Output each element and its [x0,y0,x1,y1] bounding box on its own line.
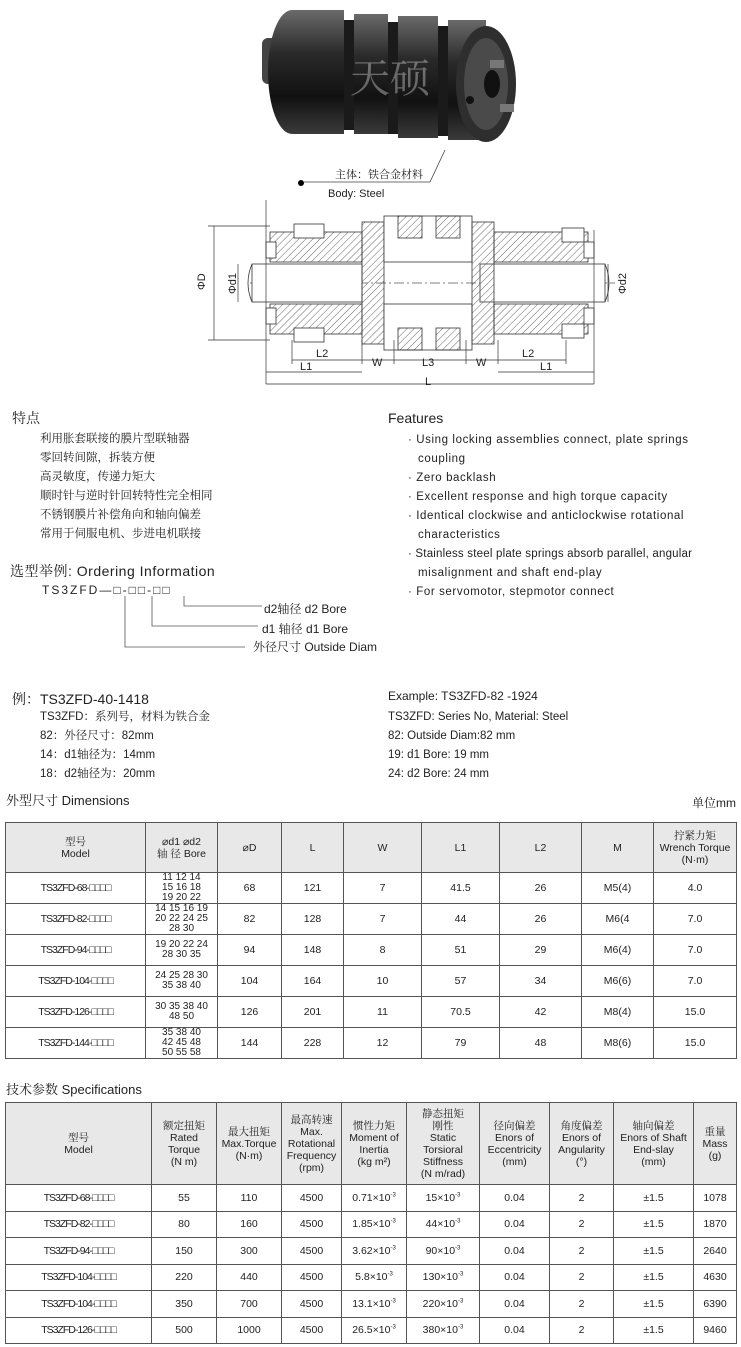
features-cn-title: 特点 [12,410,40,426]
cell-ecc: 0.04 [480,1317,550,1344]
cell-mass: 1870 [694,1211,737,1238]
cell-bores: 30 35 38 40 48 50 [146,997,218,1028]
col-rated-torque: 额定扭矩 Rated Torque (N m) [152,1103,217,1185]
cell-axial: ±1.5 [614,1264,694,1291]
col-L2: L2 [500,823,582,873]
cell-max: 1000 [217,1317,282,1344]
cell-model: TS3ZFD-94-□□□□ [6,935,146,966]
col-stiffness: 静态扭矩 刚性 Static Torsioral Stiffness (N m/rad) [407,1103,480,1185]
cell-rated: 220 [152,1264,217,1291]
spec-row [6,1238,737,1265]
cell-mass: 6390 [694,1291,737,1318]
col-axial: 轴向偏差 Enors of Shaft End-slay (mm) [614,1103,694,1185]
ordering-od: 外径尺寸 Outside Diam [253,640,378,654]
cell-stiff: $90\times 10^{-3}$ [407,1238,480,1265]
spec-row [6,1291,737,1318]
cell-W: 11 [344,997,422,1028]
cell-ang: 2 [550,1185,614,1212]
cell-W: 12 [344,1028,422,1059]
cell-W: 10 [344,966,422,997]
example-en-line: 19: d1 Bore: 19 mm [388,749,489,761]
cell-rated: 500 [152,1317,217,1344]
cell-bores: 14 15 16 19 20 22 24 25 28 30 [146,904,218,935]
cell-M: M8(6) [582,1028,654,1059]
cell-stiff: $44\times 10^{-3}$ [407,1211,480,1238]
cell-M: M8(4) [582,997,654,1028]
cell-max: 110 [217,1185,282,1212]
cell-D: 126 [218,997,282,1028]
cell-max: 700 [217,1291,282,1318]
feature-en-line: coupling [418,453,466,465]
cell-rated: 55 [152,1185,217,1212]
feature-cn-item: 顺时针与逆时针回转特性完全相同 [40,490,213,502]
cell-rated: 150 [152,1238,217,1265]
example-cn-line: 14：d1轴径为：14mm [40,749,156,761]
cell-ang: 2 [550,1317,614,1344]
specifications-title: 技术参数 Specifications [6,1082,142,1097]
feature-en-line: · Using locking assemblies connect, plate springs [408,434,689,446]
watermark: 天硕 [350,56,430,102]
feature-en-line: · Excellent response and high torque capacity [408,491,668,503]
cell-M: M6(6) [582,966,654,997]
cell-axial: ±1.5 [614,1291,694,1318]
cell-bores: 35 38 40 42 45 48 50 55 58 [146,1028,218,1059]
cell-mass: 2640 [694,1238,737,1265]
feature-en-line: · Stainless steel plate springs absorb parallel, angular [408,548,693,560]
features-cn-list [40,430,213,544]
cell-L1: 57 [422,966,500,997]
ordering-title: 选型举例: Ordering Information [10,563,216,579]
cell-rated: 350 [152,1291,217,1318]
col-L1: L1 [422,823,500,873]
dim-W-right: W [476,357,487,369]
example-cn-line: 18：d2轴径为：20mm [40,768,156,780]
dim-L: L [425,376,432,388]
col-max-torque: 最大扭矩 Max.Torque (N·m) [217,1103,282,1185]
col-eccentricity: 径向偏差 Enors of Eccentricity (mm) [480,1103,550,1185]
dim-d2: Φd2 [617,272,629,294]
cell-D: 104 [218,966,282,997]
ordering-d1: d1 轴径 d1 Bore [262,622,349,636]
cell-rpm: 4500 [282,1185,342,1212]
cell-rpm: 4500 [282,1211,342,1238]
cell-L: 164 [282,966,344,997]
cell-axial: ±1.5 [614,1211,694,1238]
unit-label: 单位mm [692,796,736,810]
features-en-list [408,431,692,602]
feature-cn-item: 利用胀套联接的膜片型联轴器 [40,433,190,445]
cell-model: TS3ZFD-126-□□□□ [6,997,146,1028]
dim-d1: Φd1 [227,272,239,294]
cell-ang: 2 [550,1238,614,1265]
cell-M: M6(4 [582,904,654,935]
cell-bores: 24 25 28 30 35 38 40 [146,966,218,997]
dim-L2-right: L2 [522,348,535,360]
cell-rpm: 4500 [282,1291,342,1318]
cell-max: 160 [217,1211,282,1238]
cell-torque: 4.0 [654,873,737,904]
cell-mass: 9460 [694,1317,737,1344]
cell-stiff: $380\times 10^{-3}$ [407,1317,480,1344]
feature-cn-item: 高灵敏度，传递力矩大 [40,471,155,483]
cell-torque: 15.0 [654,1028,737,1059]
feature-en-line: · Zero backlash [408,472,497,484]
cell-inertia: $3.62\times 10^{-3}$ [342,1238,407,1265]
spec-row [6,1264,737,1291]
example-en-line: TS3ZFD: Series No, Material: Steel [388,711,569,723]
cell-torque: 7.0 [654,935,737,966]
cell-L: 148 [282,935,344,966]
cell-model: TS3ZFD-82-□□□□ [6,904,146,935]
cell-model: TS3ZFD-82-□□□□ [6,1211,152,1238]
cell-model: TS3ZFD-104-□□□□ [6,1291,152,1318]
col-L: L [282,823,344,873]
example-cn-line: TS3ZFD：系列号，材料为铁合金 [40,711,210,723]
cell-axial: ±1.5 [614,1238,694,1265]
col-mass: 重量 Mass (g) [694,1103,737,1185]
cell-ang: 2 [550,1264,614,1291]
cell-rated: 80 [152,1211,217,1238]
cell-M: M6(4) [582,935,654,966]
cell-inertia: $26.5\times 10^{-3}$ [342,1317,407,1344]
dim-D: ΦD [196,273,208,290]
cell-rpm: 4500 [282,1317,342,1344]
cell-D: 144 [218,1028,282,1059]
dimension-row [6,997,737,1028]
cell-rpm: 4500 [282,1264,342,1291]
cell-mass: 1078 [694,1185,737,1212]
cell-stiff: $130\times 10^{-3}$ [407,1264,480,1291]
cell-inertia: $1.85\times 10^{-3}$ [342,1211,407,1238]
ordering-d2: d2轴径 d2 Bore [264,602,347,616]
dim-W-left: W [372,357,383,369]
cell-L2: 29 [500,935,582,966]
col-model: 型号 Model [6,1103,152,1185]
cell-torque: 7.0 [654,904,737,935]
col-torque: 拧紧力矩 Wrench Torque (N·m) [654,823,737,873]
feature-cn-item: 常用于伺服电机、步进电机联接 [40,528,201,540]
cell-inertia: $0.71\times 10^{-3}$ [342,1185,407,1212]
dimension-row [6,904,737,935]
cell-max: 300 [217,1238,282,1265]
cell-L: 201 [282,997,344,1028]
feature-en-line: · For servomotor, stepmotor connect [408,586,615,598]
col-D: ⌀D [218,823,282,873]
feature-cn-item: 零回转间隙，拆装方便 [40,452,155,464]
feature-en-line: · Identical clockwise and anticlockwise rotational [408,510,685,522]
col-bore: ⌀d1 ⌀d2 轴 径 Bore [146,823,218,873]
cell-L1: 79 [422,1028,500,1059]
cell-bores: 11 12 14 15 16 18 19 20 22 [146,873,218,904]
dim-L1-left: L1 [300,361,313,373]
ordering-code: TS3ZFD—□-□□-□□ [42,583,172,597]
cell-model: TS3ZFD-126-□□□□ [6,1317,152,1344]
section-drawing [248,216,615,350]
col-angularity: 角度偏差 Enors of Angularity (°) [550,1103,614,1185]
col-model: 型号 Model [6,823,146,873]
cell-D: 68 [218,873,282,904]
cell-ecc: 0.04 [480,1264,550,1291]
cell-stiff: $15\times 10^{-3}$ [407,1185,480,1212]
cell-L2: 26 [500,873,582,904]
cell-D: 94 [218,935,282,966]
spec-row [6,1211,737,1238]
dimension-row [6,873,737,904]
cell-W: 7 [344,904,422,935]
example-cn-title: 例：TS3ZFD-40-1418 [12,691,149,707]
cell-inertia: $5.8\times 10^{-3}$ [342,1264,407,1291]
col-W: W [344,823,422,873]
example-en-list [388,708,568,784]
dimension-row [6,1028,737,1059]
body-label-cn: 主体：铁合金材料 [335,169,423,181]
cell-axial: ±1.5 [614,1317,694,1344]
cell-D: 82 [218,904,282,935]
cell-bores: 19 20 22 24 28 30 35 [146,935,218,966]
cell-L2: 48 [500,1028,582,1059]
example-cn-list [40,708,210,784]
cell-ecc: 0.04 [480,1211,550,1238]
dim-L2-left: L2 [316,348,329,360]
cell-L: 228 [282,1028,344,1059]
cell-axial: ±1.5 [614,1185,694,1212]
specifications-table [5,1102,737,1344]
cell-L1: 51 [422,935,500,966]
dim-L1-right: L1 [540,361,553,373]
cell-max: 440 [217,1264,282,1291]
cell-ecc: 0.04 [480,1291,550,1318]
cell-torque: 15.0 [654,997,737,1028]
cell-model: TS3ZFD-144-□□□□ [6,1028,146,1059]
cell-stiff: $220\times 10^{-3}$ [407,1291,480,1318]
cell-rpm: 4500 [282,1238,342,1265]
cell-L: 128 [282,904,344,935]
cell-torque: 7.0 [654,966,737,997]
dimension-row [6,935,737,966]
spec-row [6,1185,737,1212]
cell-L1: 70.5 [422,997,500,1028]
body-label-en: Body: Steel [328,188,385,200]
col-inertia: 惯性力矩 Moment of Inertia (kg m²) [342,1103,407,1185]
example-cn-line: 82：外径尺寸：82mm [40,730,154,742]
cell-M: M5(4) [582,873,654,904]
cell-L2: 26 [500,904,582,935]
example-en-line: 24: d2 Bore: 24 mm [388,768,489,780]
cell-L2: 34 [500,966,582,997]
dim-L3: L3 [422,357,435,369]
cell-ang: 2 [550,1291,614,1318]
cell-mass: 4630 [694,1264,737,1291]
cell-W: 8 [344,935,422,966]
feature-en-line: misalignment and shaft end-play [418,567,603,579]
dimensions-title: 外型尺寸 Dimensions [6,793,130,808]
dimension-row [6,966,737,997]
feature-en-line: characteristics [418,529,501,541]
cell-L1: 44 [422,904,500,935]
dimensions-table [5,822,737,1059]
cell-model: TS3ZFD-68-□□□□ [6,873,146,904]
cell-model: TS3ZFD-104-□□□□ [6,1264,152,1291]
cell-L: 121 [282,873,344,904]
features-en-title: Features [388,410,444,426]
cell-ang: 2 [550,1211,614,1238]
cell-inertia: $13.1\times 10^{-3}$ [342,1291,407,1318]
example-en-line: 82: Outside Diam:82 mm [388,730,516,742]
cell-L2: 42 [500,997,582,1028]
cell-W: 7 [344,873,422,904]
cell-model: TS3ZFD-94-□□□□ [6,1238,152,1265]
cell-model: TS3ZFD-68-□□□□ [6,1185,152,1212]
col-max-rpm: 最高转速 Max. Rotational Frequency (rpm) [282,1103,342,1185]
example-en-title: Example: TS3ZFD-82 -1924 [388,689,538,703]
cell-ecc: 0.04 [480,1238,550,1265]
spec-row [6,1317,737,1344]
cell-ecc: 0.04 [480,1185,550,1212]
feature-cn-item: 不锈钢膜片补偿角向和轴向偏差 [40,509,201,521]
cell-L1: 41.5 [422,873,500,904]
cell-model: TS3ZFD-104-□□□□ [6,966,146,997]
col-M: M [582,823,654,873]
coupling-figure [0,0,741,395]
